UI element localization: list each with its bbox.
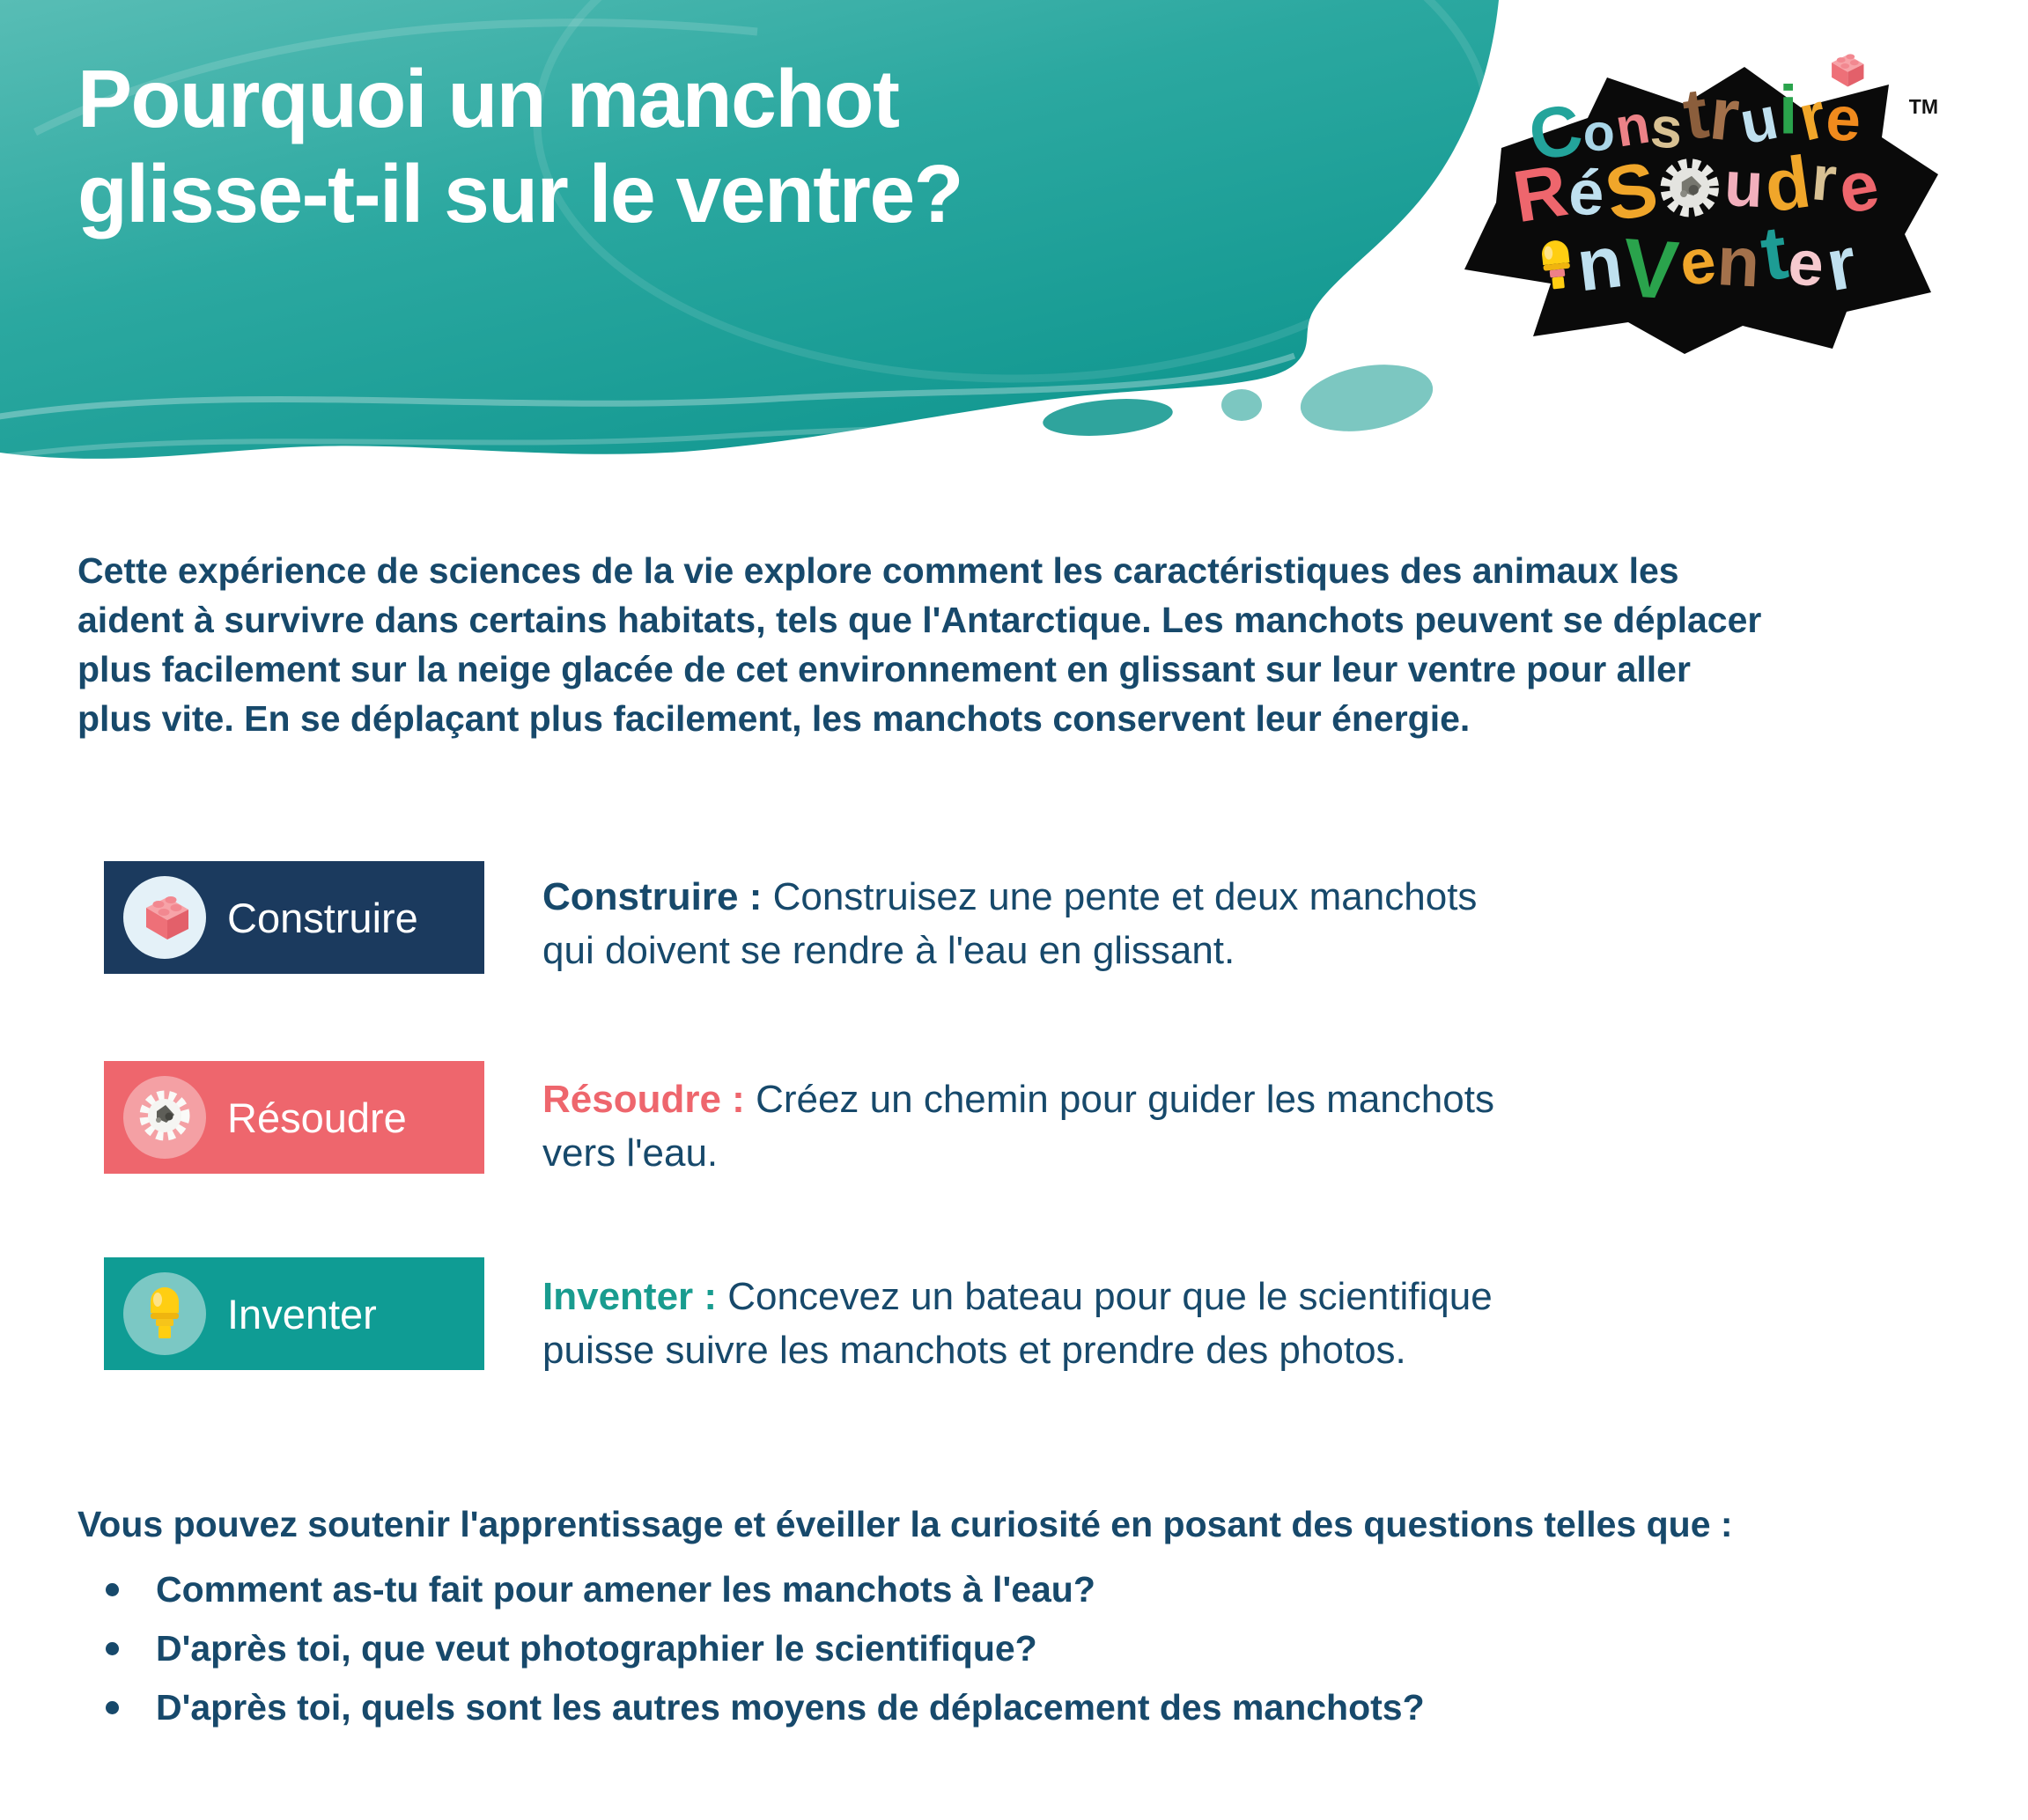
question-item (106, 1687, 1425, 1728)
lightbulb-icon (144, 1280, 185, 1348)
gear-icon (136, 1087, 193, 1148)
logo-letter: r (1819, 221, 1862, 307)
badge-label: Construire (227, 894, 418, 941)
title-line-1: Pourquoi un manchot (77, 53, 899, 144)
thought-dot-small (1221, 389, 1262, 421)
logo-letter: n (1715, 221, 1762, 302)
desc-line: vers l'eau. (542, 1131, 719, 1175)
logo-letter: e (1824, 84, 1863, 156)
trademark-symbol: TM (1908, 95, 1938, 118)
logo-letter: r (1809, 143, 1840, 216)
badge-label: Résoudre (227, 1094, 407, 1141)
question-text: D'après toi, quels sont les autres moyens de déplacement des manchots? (156, 1687, 1425, 1728)
logo-letter: e (1786, 227, 1826, 300)
logo-word (1534, 210, 1862, 317)
intro-line: plus facilement sur la neige glacée de cet environnement en glissant sur leur ventre pour aller (77, 649, 1691, 689)
badge-icon-circle (123, 1076, 206, 1159)
page-title (77, 51, 962, 241)
badge-construire (104, 861, 484, 974)
lego-brick-icon (1824, 49, 1868, 92)
bullet-dot (106, 1583, 119, 1596)
desc-lead: Inventer : (542, 1275, 718, 1318)
desc-line (542, 870, 1477, 924)
badge-inventer (104, 1257, 484, 1370)
intro-line: aident à survivre dans certains habitats, tels que l'Antarctique. Les manchots peuvent se déplacer (77, 600, 1762, 640)
thought-dot-large (1295, 355, 1438, 440)
logo-letter: R (1508, 149, 1574, 239)
logo-letter: C (1522, 88, 1589, 178)
logo-letter: r (1705, 71, 1744, 158)
logo-letter: i (1778, 70, 1798, 149)
logo-letter: o (1582, 103, 1616, 163)
badge-icon-circle (123, 876, 206, 959)
bullet-dot (106, 1642, 119, 1655)
question-item (106, 1628, 1037, 1669)
desc-lead: Résoudre : (542, 1078, 745, 1121)
logo-letter: é (1567, 157, 1605, 230)
logo-letter: n (1572, 220, 1627, 307)
intro-paragraph (77, 546, 1761, 743)
brand-logo (1449, 58, 1942, 357)
logo-letter: V (1619, 220, 1681, 317)
logo-letter: n (1611, 93, 1654, 159)
intro-line: plus vite. En se déplaçant plus facilement, les manchots conservent leur énergie. (77, 698, 1471, 739)
badge-resoudre (104, 1061, 484, 1174)
logo-wordmark (1449, 70, 1942, 317)
question-text: D'après toi, que veut photographier le scientifique? (156, 1628, 1037, 1669)
desc-line: qui doivent se rendre à l'eau en glissant. (542, 929, 1235, 972)
bulb-icon (1535, 232, 1579, 302)
logo-letter: t (1755, 210, 1793, 298)
lego-brick-icon (136, 890, 194, 946)
description-inventer (542, 1270, 1493, 1377)
bullet-dot (106, 1701, 119, 1714)
desc-lead: Construire : (542, 875, 763, 918)
intro-line: Cette expérience de sciences de la vie explore comment les caractéristiques des animaux les (77, 550, 1679, 591)
question-item (106, 1569, 1095, 1610)
logo-letter: r (1792, 77, 1834, 155)
logo-letter: t (1678, 73, 1714, 156)
badge-label: Inventer (227, 1290, 377, 1337)
logo-letter: u (1735, 84, 1784, 158)
logo-letter: d (1759, 140, 1816, 228)
logo-letter: u (1722, 149, 1766, 222)
desc-line (542, 1072, 1494, 1126)
desc-line (542, 1270, 1493, 1323)
question-text: Comment as-tu fait pour amener les manchots à l'eau? (156, 1569, 1095, 1610)
gear-icon (1658, 156, 1722, 224)
desc-text: Concevez un bateau pour que le scientifique (727, 1275, 1493, 1318)
logo-letter: e (1675, 225, 1721, 300)
badge-icon-circle (123, 1272, 206, 1355)
logo-letter: s (1648, 94, 1685, 161)
logo-letter: S (1598, 145, 1664, 239)
desc-line: puisse suivre les manchots et prendre des photos. (542, 1329, 1406, 1372)
blob-wave-fragment (1042, 394, 1175, 441)
title-line-2: glisse-t-il sur le ventre? (77, 148, 962, 239)
questions-intro: Vous pouvez soutenir l'apprentissage et éveiller la curiosité en posant des questions telles que : (77, 1504, 1733, 1544)
desc-text: Créez un chemin pour guider les manchots (756, 1078, 1494, 1121)
description-construire (542, 870, 1477, 977)
logo-letter: e (1833, 144, 1884, 229)
desc-text: Construisez une pente et deux manchots (772, 875, 1478, 918)
description-resoudre (542, 1072, 1494, 1180)
